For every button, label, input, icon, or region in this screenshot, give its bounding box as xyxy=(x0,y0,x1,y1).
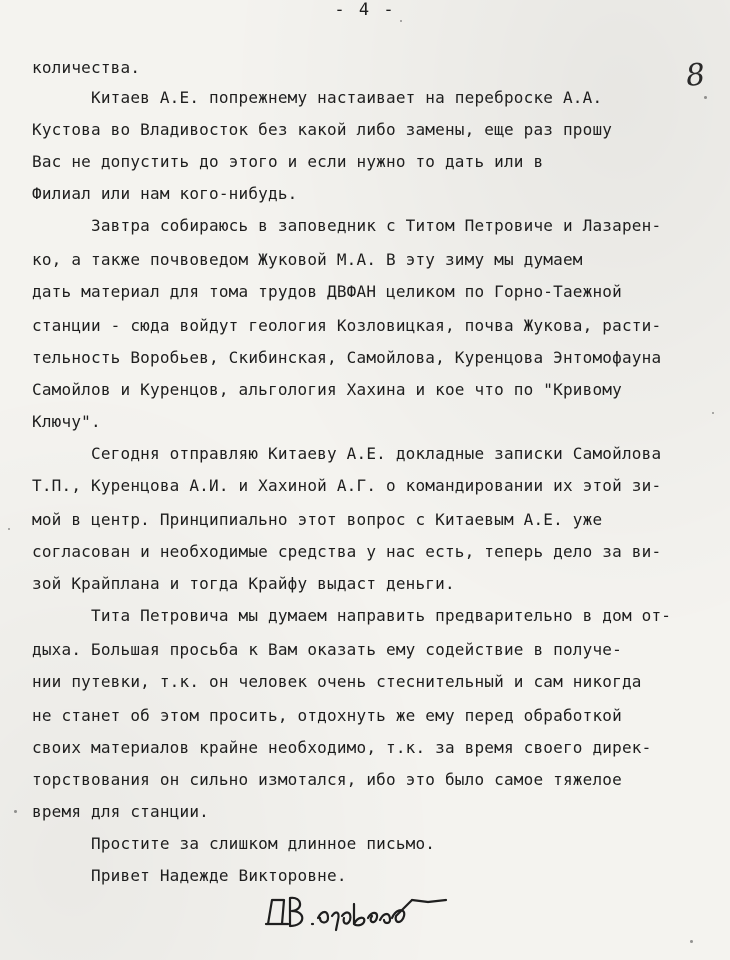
text-line-17: зой Крайплана и тогда Крайфу выдаст деньги. xyxy=(32,574,455,593)
text-line-4: Вас не допустить до этого и если нужно то дать или в xyxy=(32,152,544,171)
text-line-21: не станет об этом просить, отдохнуть же ему перед обработкой xyxy=(32,706,622,725)
text-line-25: Простите за слишком длинное письмо. xyxy=(32,834,436,853)
text-line-6: Завтра собираюсь в заповедник с Титом Петровиче и Лазарен- xyxy=(32,216,662,235)
text-line-14: Т.П., Куренцова А.И. и Хахиной А.Г. о командировании их этой зи- xyxy=(32,476,662,495)
text-line-9: станции - сюда войдут геология Козловицкая, почва Жукова, расти- xyxy=(32,316,662,335)
scan-speck xyxy=(8,528,10,530)
text-line-20: нии путевки, т.к. он человек очень стеснительный и сам никогда xyxy=(32,672,642,691)
text-line-10: тельность Воробьев, Скибинская, Самойлова, Куренцова Энтомофауна xyxy=(32,348,662,367)
text-line-12: Ключу". xyxy=(32,412,101,431)
text-line-18: Тита Петровича мы думаем направить предварительно в дом от- xyxy=(32,606,672,625)
text-line-24: время для станции. xyxy=(32,802,209,821)
text-line-8: дать материал для тома трудов ДВФАН целиком по Горно-Таежной xyxy=(32,282,622,301)
scan-speck xyxy=(14,810,17,813)
text-line-3: Кустова во Владивосток без какой либо замены, еще раз прошу xyxy=(32,120,613,139)
text-line-15: мой в центр. Принципиально этот вопрос с Китаевым А.Е. уже xyxy=(32,510,603,529)
text-line-22: своих материалов крайне необходимо, т.к. за время своего дирек- xyxy=(32,738,652,757)
text-line-11: Самойлов и Куренцов, альгология Хахина и кое что по "Кривому xyxy=(32,380,622,399)
page-number: - 4 - xyxy=(334,0,396,20)
scan-speck xyxy=(400,20,402,22)
text-line-19: дыха. Большая просьба к Вам оказать ему содействие в получе- xyxy=(32,640,622,659)
text-line-1: количества. xyxy=(32,58,141,77)
text-line-5: Филиал или нам кого-нибудь. xyxy=(32,184,298,203)
handwritten-page-mark: 8 xyxy=(684,57,707,94)
text-line-16: согласован и необходимые средства у нас есть, теперь дело за ви- xyxy=(32,542,662,561)
handwritten-signature xyxy=(262,880,462,944)
text-line-13: Сегодня отправляю Китаеву А.Е. докладные записки Самойлова xyxy=(32,444,662,463)
text-line-26: Привет Надежде Викторовне. xyxy=(32,866,347,885)
scan-speck xyxy=(712,412,714,414)
scan-speck xyxy=(704,96,707,99)
scan-speck xyxy=(690,940,693,943)
text-line-23: торствования он сильно измотался, ибо это было самое тяжелое xyxy=(32,770,622,789)
text-line-2: Китаев А.Е. попрежнему настаивает на переброске А.А. xyxy=(32,88,603,107)
signature-image xyxy=(262,880,462,940)
text-line-7: ко, а также почвоведом Жуковой М.А. В эту зиму мы думаем xyxy=(32,250,583,269)
